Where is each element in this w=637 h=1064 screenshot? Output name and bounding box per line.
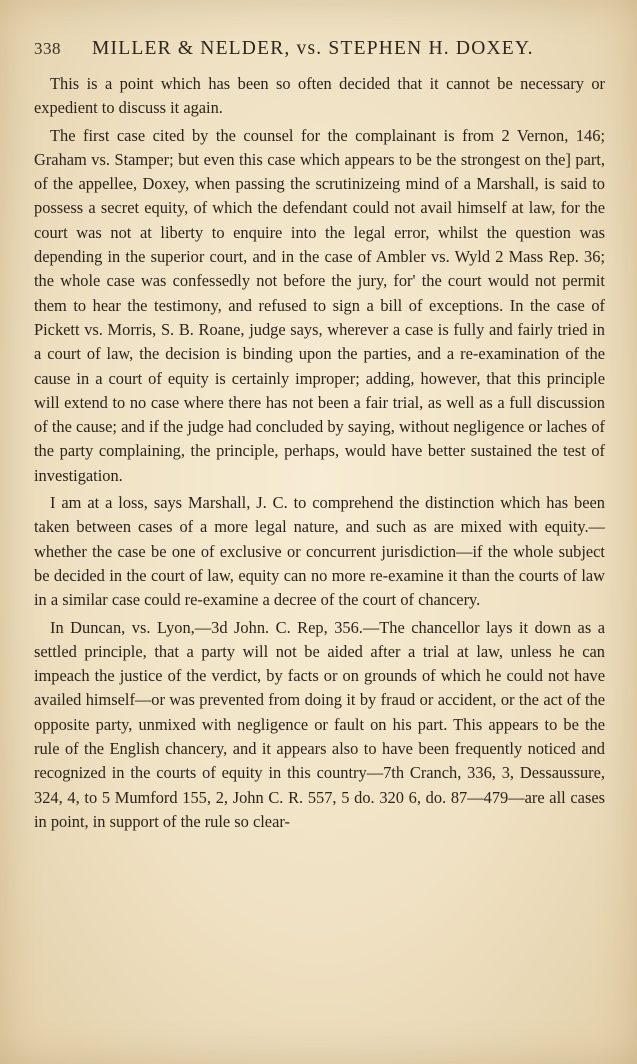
page-header	[34, 38, 605, 60]
running-head: MILLER & NELDER, vs. STEPHEN H. DOXEY.	[92, 38, 534, 59]
paragraph-3: I am at a loss, says Marshall, J. C. to comprehend the distinction which has been taken between cases of a more legal nature, and such as are mixed with equity.—whether the case be one of exclusive or concurrent jurisdiction—if the whole subject be decided in the court of law, equity can no more re-examine it than the courts of law in a similar case could re-examine a decree of the court of chancery.	[34, 493, 605, 610]
body-text	[34, 72, 605, 834]
paragraph-2: The first case cited by the counsel for the complainant is from 2 Vernon, 146; Graham vs. Stamper; but even this case which appears to be the strongest on the] part, of the appellee, Doxey, when passing the scrutinizeing mind of a Marshall, is said to possess a secret equity, of which the defendant could not avail himself at law, for the court was not at liberty to enquire into the legal error, whilst the question was depending in the superior court, and in the case of Ambler vs. Wyld 2 Mass Rep. 36; the whole case was confessedly not before the jury, for' the court would not permit them to hear the testimony, and refused to sign a bill of exceptions. In the case of Pickett vs. Morris, S. B. Roane, judge says, wherever a case is fully and fairly tried in a court of law, the decision is binding upon the parties, and a re-examination of the cause in a court of equity is certainly improper; adding, however, that this principle will extend to no case where there has not been a fair trial, as well as a full discussion of the cause; and if the judge had concluded by saying, without negligence or laches of the party complaining, the principle, perhaps, would have better sustained the test of investigation.	[34, 125, 605, 485]
paragraph-1: This is a point which has been so often decided that it cannot be necessary or expedient to discuss it again.	[34, 74, 605, 118]
page-number: 338	[34, 39, 61, 58]
paragraph-4: In Duncan, vs. Lyon,—3d John. C. Rep, 356.—The chancellor lays it down as a settled principle, that a party will not be aided after a trial at law, unless he can impeach the justice of the verdict, by facts or on grounds of which he could not have availed himself—or was prevented from doing it by fraud or accident, or the act of the opposite party, unmixed with negligence or fault on his part. This appears to be the rule of the English chancery, and it appears also to have been frequently noticed and recognized in the courts of equity in this country—7th Cranch, 336, 3, Dessaussure, 324, 4, to 5 Mumford 155, 2, John C. R. 557, 5 do. 320 6, do. 87—479—are all cases in point, in support of the rule so clear-	[34, 617, 605, 831]
